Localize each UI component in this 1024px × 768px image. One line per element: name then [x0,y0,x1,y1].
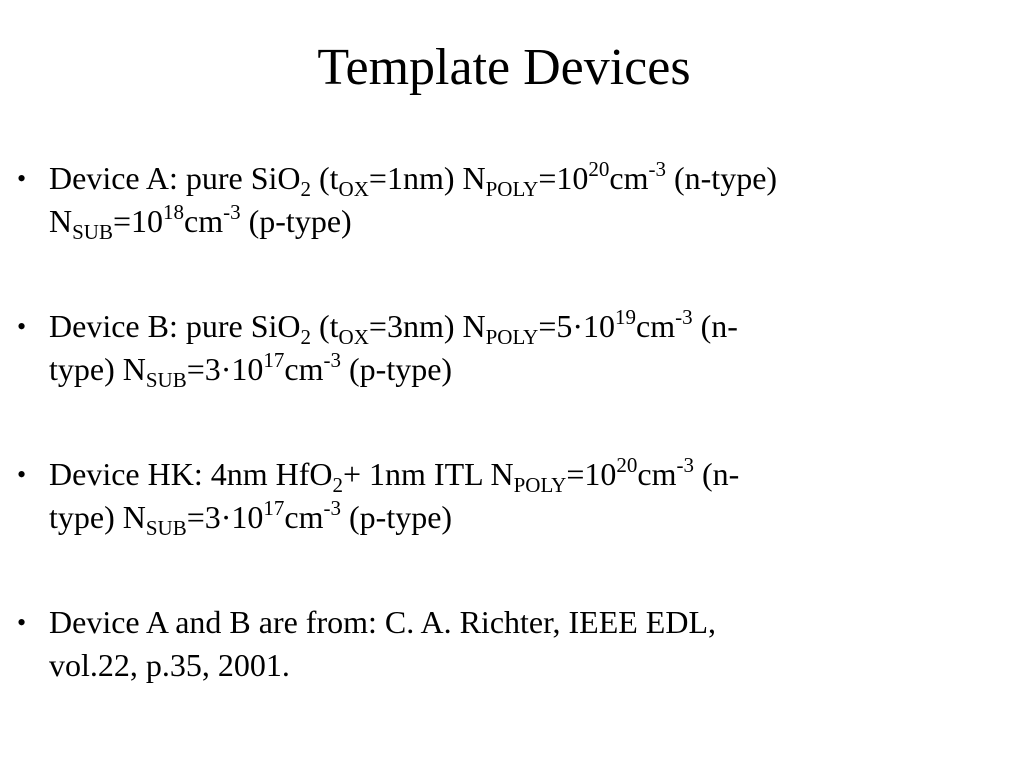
bullet-item [0,601,919,687]
bullet-text: (p-type) [341,499,453,535]
superscript-text: -3 [223,200,241,224]
superscript-text: -3 [675,305,693,329]
bullet-marker: • [17,312,27,341]
subscript-text: OX [338,177,369,201]
bullet-text: cm [636,308,676,344]
bullet-line [49,157,919,200]
bullet-line [49,644,919,687]
subscript-text: 2 [332,473,343,497]
bullet-line [49,348,919,391]
subscript-text: POLY [513,473,567,497]
bullet-text: cm [284,499,324,535]
subscript-text: SUB [145,516,187,540]
superscript-text: 20 [588,157,610,181]
superscript-text: 19 [615,305,637,329]
bullet-text: =10 [112,203,164,239]
bullet-item [0,157,919,243]
superscript-text: 18 [163,200,185,224]
bullet-marker: • [17,164,27,193]
subscript-text: SUB [72,220,113,244]
bullet-text: =10 [566,456,617,492]
bullet-line [49,200,919,243]
bullet-text: (p-type) [341,351,453,387]
subscript-text: OX [338,325,369,349]
bullet-text: (t [311,160,339,196]
bullet-line [49,496,919,539]
bullet-text: =3nm) N [368,308,486,344]
bullet-item [0,453,919,539]
bullet-text: (t [311,308,339,344]
bullet-text: =5·10 [538,308,616,344]
bullet-text: (p-type) [240,203,352,239]
bullet-line [49,601,919,644]
bullet-text: =3·10 [186,499,264,535]
bullet-text: (n- [692,308,738,344]
bullet-text: vol.22, p.35, 2001. [49,647,290,683]
subscript-text: 2 [300,325,311,349]
bullet-text: cm [284,351,324,387]
bullet-text: =10 [538,160,589,196]
bullet-text: + 1nm ITL N [342,456,514,492]
bullet-text: cm [184,203,224,239]
bullet-text: type) N [49,499,146,535]
bullet-text: (n-type) [665,160,778,196]
bullet-text: =1nm) N [368,160,486,196]
bullet-list [0,157,1024,687]
superscript-text: 17 [263,348,285,372]
superscript-text: -3 [648,157,666,181]
bullet-text: Device A: pure SiO [49,160,301,196]
bullet-marker: • [17,608,27,637]
bullet-text: cm [609,160,649,196]
bullet-text: N [49,203,73,239]
bullet-text: Device B: pure SiO [49,308,301,344]
superscript-text: -3 [323,496,342,520]
subscript-text: 2 [300,177,311,201]
bullet-item [0,305,919,391]
subscript-text: POLY [485,325,539,349]
superscript-text: -3 [676,453,694,477]
superscript-text: 20 [616,453,638,477]
bullet-text: Device A and B are from: C. A. Richter, IEEE EDL, [49,604,716,640]
bullet-line [49,453,919,496]
bullet-text: =3·10 [186,351,264,387]
bullet-text: Device HK: 4nm HfO [49,456,333,492]
bullet-marker: • [17,460,27,489]
bullet-line [49,305,919,348]
subscript-text: SUB [145,368,187,392]
subscript-text: POLY [485,177,539,201]
bullet-text: (n- [693,456,740,492]
superscript-text: -3 [323,348,342,372]
bullet-text: type) N [49,351,146,387]
bullet-text: cm [637,456,677,492]
slide-title: Template Devices [317,39,691,96]
superscript-text: 17 [263,496,285,520]
